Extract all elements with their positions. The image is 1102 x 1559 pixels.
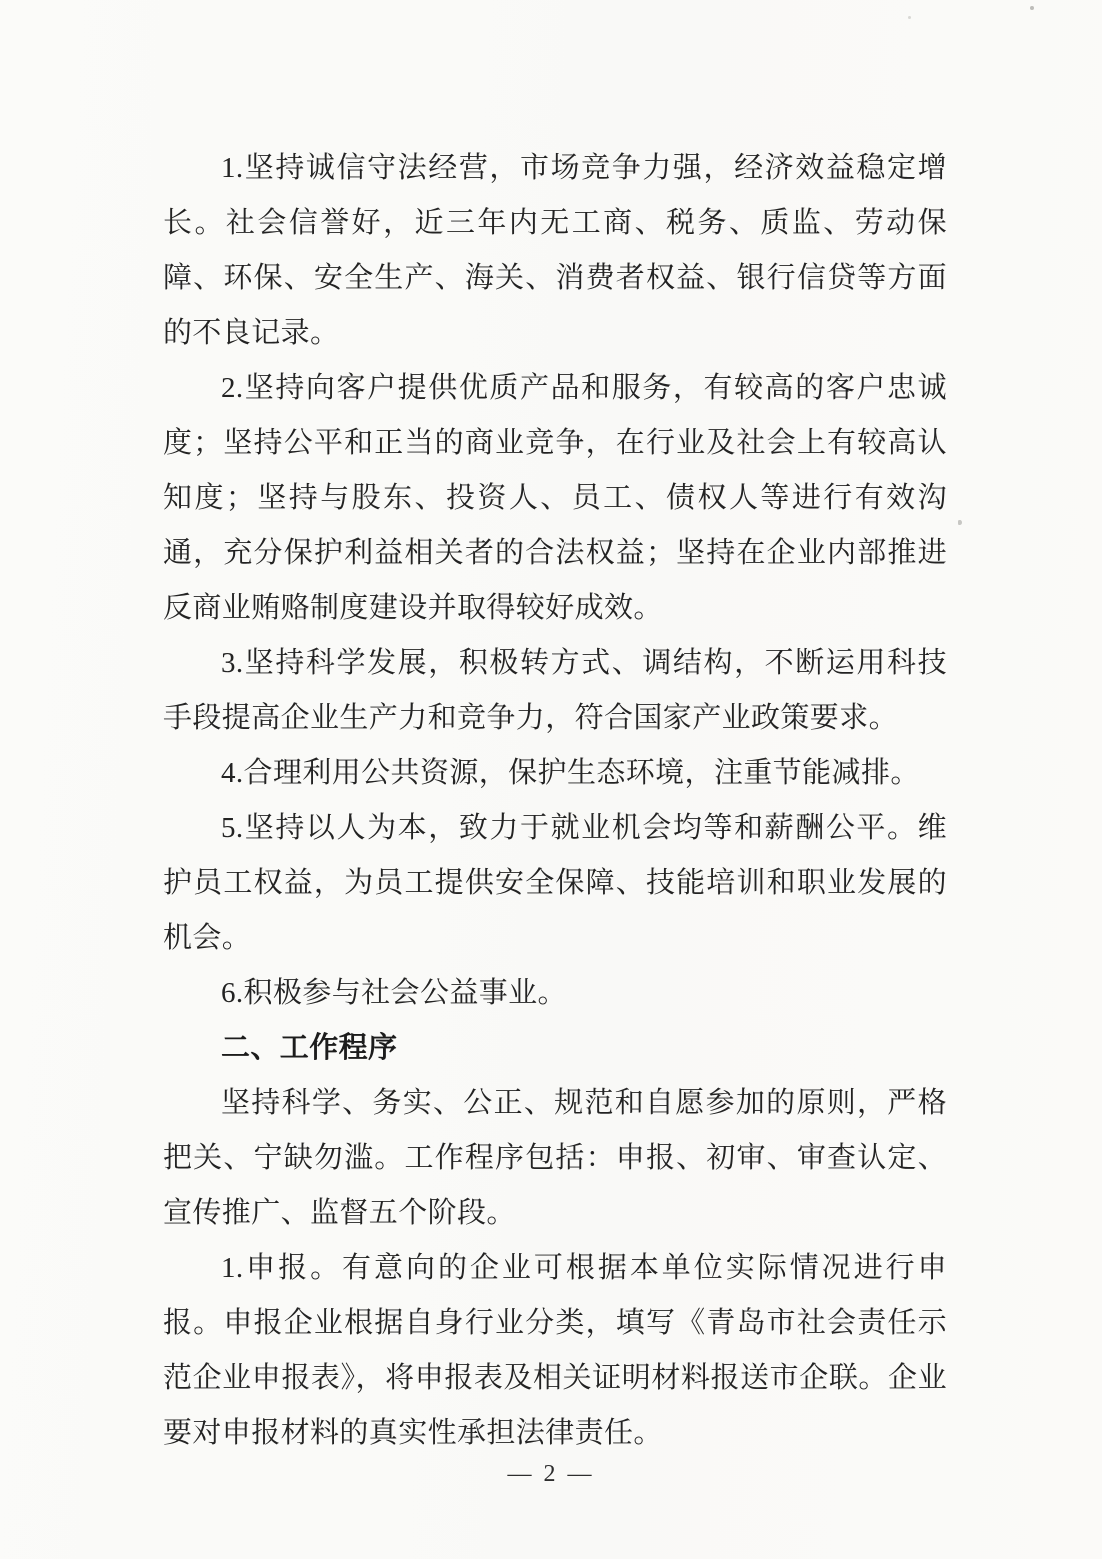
section-heading: 二、工作程序 [221, 1032, 398, 1064]
scan-artifact [958, 520, 962, 525]
paragraph: 6.积极参与社会公益事业。 [221, 977, 567, 1009]
scan-artifact [1030, 6, 1034, 10]
paragraph: 5.坚持以人为本，致力于就业机会均等和薪酬公平。维护员工权益，为员工提供安全保障、技能培训和职业发展的机会。 [163, 812, 947, 954]
document-body [163, 141, 947, 1461]
paragraph: 3.坚持科学发展，积极转方式、调结构，不断运用科技手段提高企业生产力和竞争力，符合国家产业政策要求。 [163, 647, 947, 734]
paragraph: 坚持科学、务实、公正、规范和自愿参加的原则，严格把关、宁缺勿滥。工作程序包括：申报、初审、审查认定、宣传推广、监督五个阶段。 [163, 1087, 947, 1229]
paragraph: 2.坚持向客户提供优质产品和服务，有较高的客户忠诚度；坚持公平和正当的商业竞争，在行业及社会上有较高认知度；坚持与股东、投资人、员工、债权人等进行有效沟通，充分保护利益相关者的合法权益；坚持在企业内部推进反商业贿赂制度建设并取得较好成效。 [163, 372, 947, 624]
paragraph: 1.申报。有意向的企业可根据本单位实际情况进行申报。申报企业根据自身行业分类，填写《青岛市社会责任示范企业申报表》，将申报表及相关证明材料报送市企联。企业要对申报材料的真实性承担法律责任。 [163, 1252, 947, 1449]
scan-artifact [908, 16, 911, 19]
page-number: — 2 — [507, 1461, 595, 1487]
paragraph: 1.坚持诚信守法经营，市场竞争力强，经济效益稳定增长。社会信誉好，近三年内无工商、税务、质监、劳动保障、环保、安全生产、海关、消费者权益、银行信贷等方面的不良记录。 [163, 152, 947, 349]
paragraph: 4.合理利用公共资源，保护生态环境，注重节能减排。 [221, 757, 920, 789]
page-footer [0, 1461, 1102, 1488]
